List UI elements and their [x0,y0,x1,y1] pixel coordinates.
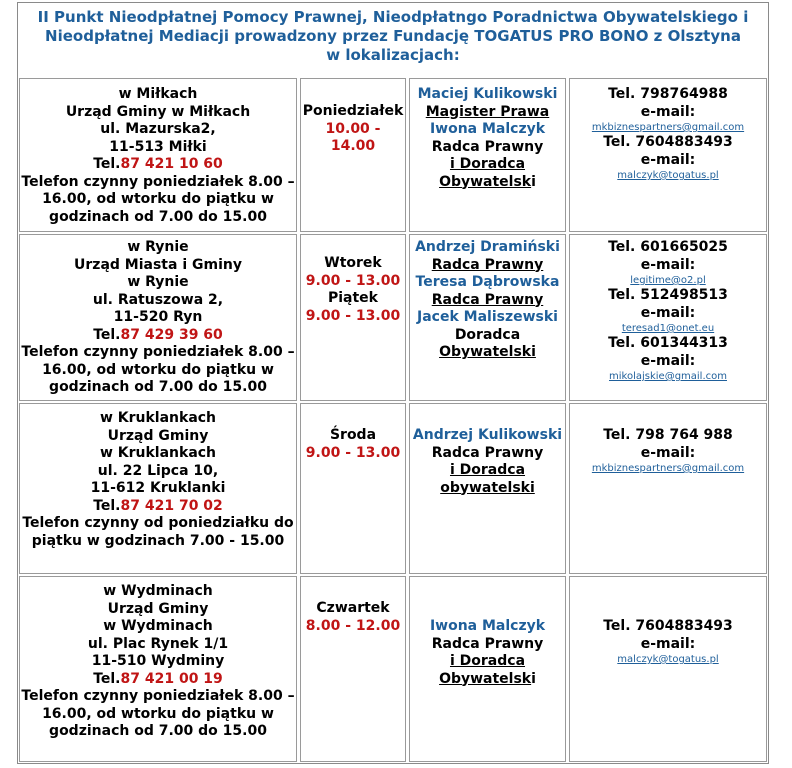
email-label: e-mail: [640,444,696,461]
postal-code: 11-510 Wydminy [91,653,225,669]
hours-line-2: 16.00, od wtorku do piątku w [42,191,274,207]
person-name: Iwona Malczyk [429,618,546,634]
phone-number: 87 429 39 60 [120,326,223,343]
contact-cell-kruklanki [569,403,767,574]
day-cell-thursday [300,576,406,762]
phone-label: Tel. [93,156,121,172]
location-name: w Rynie [127,239,189,255]
street: ul. Plac Rynek 1/1 [87,635,229,652]
person-role-last [410,671,565,689]
email-link[interactable]: mkbiznespartners@gmail.com [591,122,745,133]
time-range: 8.00 - 12.00 [305,617,401,634]
time-range: 9.00 - 13.00 [305,444,401,461]
contact-phone: Tel. 798764988 [608,86,728,102]
role-part: i [531,173,536,190]
day-cell-tuesday-friday [300,234,406,401]
office-name: Urząd Gminy [107,600,209,617]
email-label: e-mail: [640,635,696,652]
phone-label: Tel. [93,497,121,514]
email-link[interactable]: mikolajskie@gmail.com [609,371,727,382]
hours-line-1: Telefon czynny poniedziałek 8.00 – [21,344,295,360]
postal-code: 11-513 Miłki [109,138,207,155]
email-link[interactable]: teresad1@onet.eu [621,323,715,334]
street: ul. Ratuszowa 2, [92,291,224,308]
email-label: e-mail: [640,256,696,273]
person-role: i Doradca [449,156,526,172]
office-phone [20,156,296,174]
contact-cell-milki [569,78,767,232]
contact-cell-wydminy [569,576,767,762]
person-name: Jacek Maliszewski [417,309,558,325]
role-part: Obywatelsk [439,670,532,687]
staff-cell-ryn [409,234,566,401]
person-role: Radca Prawny [431,138,544,155]
role-part: Obywatelsk [439,173,532,190]
location-cell-ryn [19,234,297,401]
weekday: Piątek [327,290,378,306]
day-cell-monday [300,78,406,232]
phone-number: 87 421 00 19 [120,670,223,687]
location-name: w Kruklankach [99,410,217,426]
person-role: Obywatelski [439,344,536,360]
person-role: Radca Prawny [431,444,544,461]
role-part: i [531,670,536,687]
title-line-2: Nieodpłatnej Mediacji prowadzony przez Fundację TOGATUS PRO BONO z Olsztyna [45,27,741,45]
page-title [19,4,767,76]
street: ul. 22 Lipca 10, [97,462,219,479]
title-line-1: II Punkt Nieodpłatnej Pomocy Prawnej, Nieodpłatngo Poradnictwa Obywatelskiego i [37,8,749,26]
email-label: e-mail: [640,304,696,321]
location-cell-milki [19,78,297,232]
office-name: Urząd Gminy [107,427,209,444]
person-name: Teresa Dąbrowska [415,274,560,290]
office-phone [20,671,296,689]
weekday: Czwartek [316,600,390,616]
weekday: Środa [329,427,377,443]
person-role: i Doradca [449,653,526,669]
person-role: Radca Prawny [431,256,544,273]
email-link[interactable]: malczyk@togatus.pl [617,170,719,181]
hours-line-3: godzinach od 7.00 do 15.00 [49,208,267,225]
location-name-2: w Rynie [127,274,189,290]
contact-cell-ryn [569,234,767,401]
location-name-2: w Kruklankach [99,445,217,461]
time-range: 9.00 - 13.00 [305,272,401,289]
contact-phone: Tel. 601665025 [608,239,728,255]
person-role: Magister Prawa [425,103,550,120]
office-name: Urząd Miasta i Gminy [74,256,242,273]
location-cell-wydminy [19,576,297,762]
email-label: e-mail: [640,151,696,168]
office-phone [20,327,296,345]
person-role: i Doradca [449,462,526,478]
office-phone [20,498,296,516]
person-name: Andrzej Kulikowski [412,427,563,443]
email-label: e-mail: [640,352,696,369]
hours-line-1: Telefon czynny poniedziałek 8.00 – [21,688,295,704]
person-name: Iwona Malczyk [429,121,546,137]
phone-number: 87 421 70 02 [120,497,223,514]
email-label: e-mail: [640,103,696,120]
location-name: w Miłkach [118,86,198,102]
time-range: 9.00 - 13.00 [305,307,401,324]
title-line-3: w lokalizacjach: [326,46,460,64]
location-name: w Wydminach [103,583,213,599]
time-range: 10.00 - 14.00 [325,120,381,154]
staff-cell-milki [409,78,566,232]
hours-line-1: Telefon czynny poniedziałek 8.00 – [21,173,295,190]
staff-cell-kruklanki [409,403,566,574]
person-role-last [410,174,565,192]
contact-phone: Tel. 798 764 988 [603,427,733,443]
email-link[interactable]: legitime@o2.pl [630,275,706,286]
street: ul. Mazurska2, [100,121,216,137]
contact-phone: Tel. 7604883493 [603,134,733,150]
office-name: Urząd Gminy w Miłkach [65,103,251,120]
person-name: Maciej Kulikowski [417,86,558,102]
phone-label: Tel. [93,670,121,687]
hours-line-3: godzinach od 7.00 do 15.00 [49,379,267,395]
phone-label: Tel. [93,326,121,343]
person-role: Doradca [454,326,521,343]
person-role: Radca Prawny [431,291,544,308]
hours-line-2: piątku w godzinach 7.00 - 15.00 [31,532,285,549]
hours-line-1: Telefon czynny od poniedziałku do [22,515,294,531]
location-cell-kruklanki [19,403,297,574]
phone-number: 87 421 10 60 [120,156,223,172]
email-link[interactable]: malczyk@togatus.pl [617,654,719,665]
day-cell-wednesday [300,403,406,574]
email-link[interactable]: mkbiznespartners@gmail.com [591,463,745,474]
contact-phone: Tel. 601344313 [608,335,728,351]
person-name: Andrzej Dramiński [415,239,560,255]
hours-line-2: 16.00, od wtorku do piątku w [42,705,274,722]
postal-code: 11-612 Kruklanki [90,480,226,496]
postal-code: 11-520 Ryn [113,309,203,325]
weekday: Poniedziałek [302,103,404,119]
person-role: obywatelski [440,479,535,496]
contact-phone: Tel. 512498513 [608,287,728,303]
location-name-2: w Wydminach [103,618,213,634]
hours-line-2: 16.00, od wtorku do piątku w [42,361,274,378]
person-role: Radca Prawny [431,635,544,652]
hours-line-3: godzinach od 7.00 do 15.00 [49,723,267,739]
contact-phone: Tel. 7604883493 [603,618,733,634]
staff-cell-wydminy [409,576,566,762]
weekday: Wtorek [324,255,382,271]
